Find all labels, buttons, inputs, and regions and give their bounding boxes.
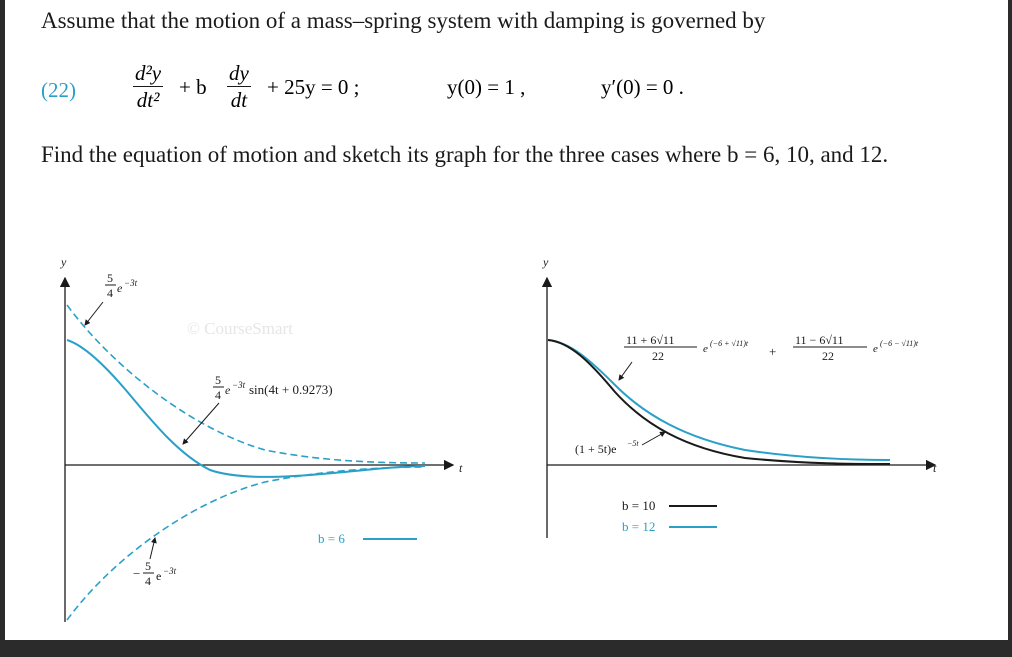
svg-text:−3t: −3t — [124, 278, 138, 288]
svg-text:(−6 − √11)t: (−6 − √11)t — [880, 339, 919, 348]
svg-text:5: 5 — [145, 559, 151, 573]
svg-text:−3t: −3t — [232, 380, 246, 390]
watermark: © CourseSmart — [187, 319, 293, 338]
lower-envelope-curve — [67, 467, 425, 620]
svg-text:4: 4 — [215, 388, 221, 402]
svg-text:5: 5 — [107, 271, 113, 285]
svg-text:e: e — [703, 343, 708, 355]
equation-rest: + 25y = 0 ; — [267, 75, 360, 99]
svg-text:(−6 + √11)t: (−6 + √11)t — [710, 339, 749, 348]
problem-intro: Assume that the motion of a mass–spring system with damping is governed by — [41, 8, 766, 33]
svg-text:5: 5 — [215, 373, 221, 387]
left-t-label: t — [459, 461, 463, 475]
frac-dt2: dt² — [136, 88, 160, 112]
left-y-label: y — [61, 255, 67, 269]
svg-text:sin(4t + 0.9273): sin(4t + 0.9273) — [249, 382, 333, 397]
b12-curve-label — [624, 333, 919, 363]
svg-text:e: e — [225, 383, 231, 397]
svg-text:(1 + 5t)e: (1 + 5t)e — [575, 442, 617, 456]
initial-condition-2: y′(0) = 0 . — [601, 75, 684, 99]
svg-text:−5t: −5t — [627, 439, 639, 448]
right-t-label: t — [933, 461, 937, 475]
svg-text:e: e — [117, 281, 123, 295]
b6-solution-curve — [67, 340, 425, 477]
equation-number: (22) — [41, 78, 76, 102]
lower-envelope-label — [133, 559, 177, 588]
frac-dt: dt — [230, 88, 248, 112]
upper-envelope-label — [105, 271, 138, 300]
frac-d2y: d²y — [135, 61, 162, 85]
left-graph — [5, 0, 1008, 640]
svg-text:4: 4 — [145, 574, 151, 588]
svg-text:−3t: −3t — [163, 566, 177, 576]
svg-text:+: + — [769, 344, 777, 359]
frac-dy: dy — [229, 61, 249, 85]
legend-b10-label: b = 10 — [622, 498, 656, 513]
svg-text:4: 4 — [107, 286, 113, 300]
svg-text:e: e — [873, 343, 878, 355]
svg-text:e: e — [156, 569, 162, 583]
initial-condition-1: y(0) = 1 , — [447, 75, 526, 99]
problem-page — [5, 0, 1008, 640]
svg-text:−: − — [133, 566, 141, 581]
b10-curve-label — [575, 439, 639, 456]
b6-curve-label — [213, 373, 333, 402]
legend-b6-label: b = 6 — [318, 531, 345, 546]
legend-b12-label: b = 12 — [622, 519, 656, 534]
svg-text:11 + 6√11: 11 + 6√11 — [626, 333, 675, 347]
svg-text:22: 22 — [822, 349, 834, 363]
problem-task: Find the equation of motion and sketch its graph for the three cases where b = 6, 10, and 12. — [41, 142, 889, 167]
right-y-label: y — [543, 255, 549, 269]
svg-text:22: 22 — [652, 349, 664, 363]
plus-b: + b — [179, 75, 207, 99]
svg-text:11 − 6√11: 11 − 6√11 — [795, 333, 844, 347]
